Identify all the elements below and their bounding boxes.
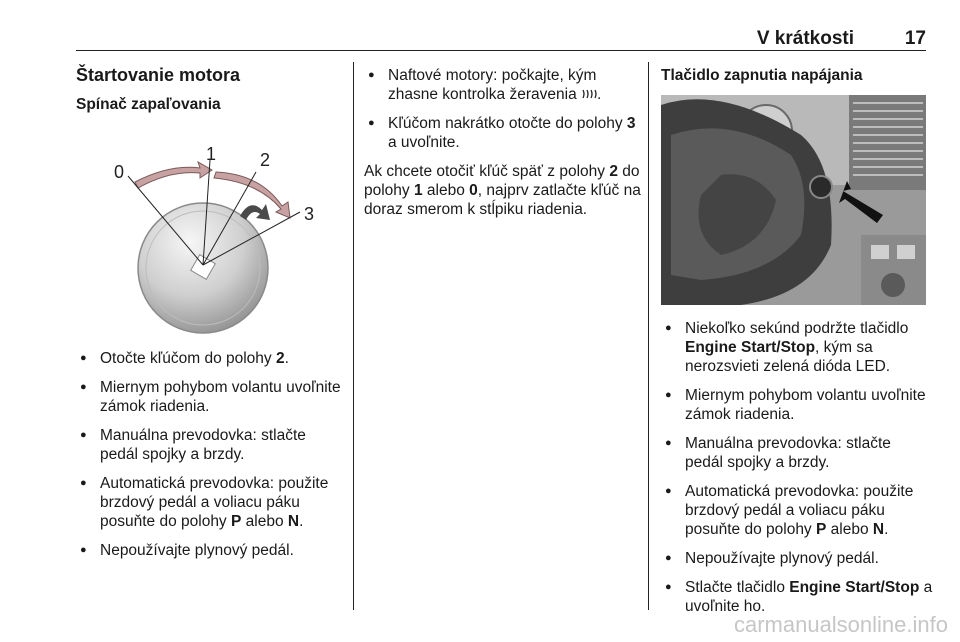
rotation-arrow-3 (240, 204, 270, 220)
middle-column (364, 66, 642, 219)
list-item: ● Miernym pohybom volantu uvoľnite zámok riadenia. (76, 378, 346, 416)
list-item: ● Stlačte tlačidlo Engine Start/Stop a uvoľnite ho. (661, 578, 933, 616)
column-divider-1 (353, 62, 354, 610)
header-divider (76, 50, 926, 51)
left-bullets (76, 349, 346, 570)
list-item: ● Otočte kľúčom do polohy 2. (76, 349, 346, 368)
list-item: ● Nepoužívajte plynový pedál. (76, 541, 346, 560)
position-label-3: 3 (304, 204, 315, 224)
column-divider-2 (648, 62, 649, 610)
position-label-0: 0 (114, 162, 125, 182)
list-item: ● Kľúčom nakrátko otočte do polohy 3 a uvoľnite. (364, 114, 642, 152)
position-label-2: 2 (260, 150, 271, 170)
list-item: ● Manuálna prevodovka: stlačte pedál spojky a brzdy. (76, 426, 346, 464)
paragraph: Ak chcete otočiť kľúč späť z polohy 2 do polohy 1 alebo 0, najprv zatlačte kľúč na doraz smerom k stĺpiku riadenia. (364, 163, 641, 218)
right-bullets (661, 319, 933, 626)
rotation-arrow-0-1 (135, 162, 212, 188)
start-stop-button-photo (661, 95, 926, 305)
page-title: V krátkosti (756, 28, 854, 49)
list-item: ● Naftové motory: počkajte, kým zhasne kontrolka žeravenia . (364, 66, 642, 104)
list-item: ● Nepoužívajte plynový pedál. (661, 549, 933, 568)
section-heading: Štartovanie motora (76, 65, 241, 85)
left-column (76, 66, 344, 114)
right-column (661, 66, 931, 95)
list-item: ● Automatická prevodovka: použite brzdový pedál a voliacu páku posuňte do polohy P alebo N. (76, 474, 346, 531)
subsection-heading: Spínač zapaľovania (76, 96, 221, 113)
watermark: carmanualsonline.info (733, 612, 948, 637)
glow-plug-icon (581, 88, 597, 100)
page-header (76, 28, 926, 48)
list-item: ● Automatická prevodovka: použite brzdový pedál a voliacu páku posuňte do polohy P alebo N. (661, 482, 933, 539)
ignition-switch-figure (100, 138, 330, 336)
list-item: ● Manuálna prevodovka: stlačte pedál spojky a brzdy. (661, 434, 933, 472)
page-number: 17 (904, 28, 926, 49)
position-label-1: 1 (206, 144, 217, 164)
list-item: ● Miernym pohybom volantu uvoľnite zámok riadenia. (661, 386, 933, 424)
list-item: ● Niekoľko sekúnd podržte tlačidlo Engine Start/Stop, kým sa nerozsvieti zelená dióda LED. (661, 319, 933, 376)
subsection-heading: Tlačidlo zapnutia napájania (661, 67, 863, 84)
engine-start-stop-button (810, 176, 832, 198)
